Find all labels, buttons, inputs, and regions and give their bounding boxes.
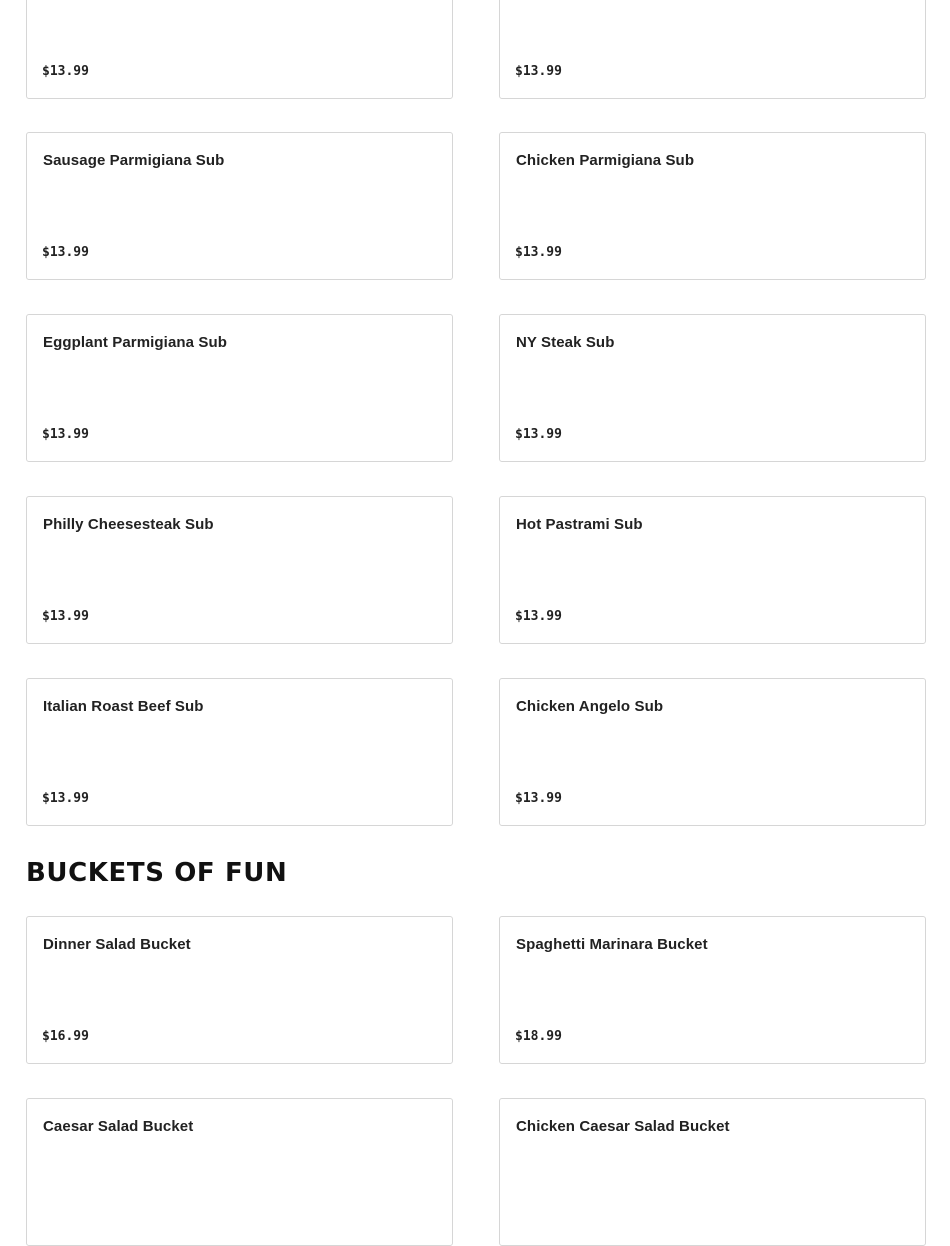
menu-item-card[interactable] [499, 916, 926, 1064]
menu-item-price: $13.99 [42, 791, 89, 806]
menu-item-price: $13.99 [42, 64, 89, 79]
menu-item-name: Chicken Parmigiana Sub [516, 152, 695, 169]
menu-item-card[interactable] [26, 916, 453, 1064]
menu-item-price: $13.99 [42, 427, 89, 442]
menu-item-card[interactable] [499, 496, 926, 644]
menu-item-price: $13.99 [515, 245, 562, 260]
menu-item-price: $13.99 [515, 64, 562, 79]
menu-item-price: $18.99 [515, 1029, 562, 1044]
menu-item-card[interactable] [26, 314, 453, 462]
menu-item-price: $13.99 [42, 609, 89, 624]
menu-item-name: Philly Cheesesteak Sub [43, 516, 214, 533]
menu-item-card[interactable] [26, 132, 453, 280]
menu-item-card[interactable] [499, 0, 926, 99]
menu-item-price: $13.99 [515, 791, 562, 806]
menu-item-price: $16.99 [42, 1029, 89, 1044]
menu-item-price: $13.99 [42, 245, 89, 260]
menu-item-card[interactable] [499, 678, 926, 826]
menu-item-card[interactable] [26, 1098, 453, 1246]
menu-item-name: Dinner Salad Bucket [43, 936, 191, 953]
menu-item-price: $13.99 [515, 609, 562, 624]
menu-item-card[interactable] [26, 0, 453, 99]
menu-item-card[interactable] [499, 1098, 926, 1246]
menu-item-name: Spaghetti Marinara Bucket [516, 936, 708, 953]
menu-item-name: NY Steak Sub [516, 334, 615, 351]
menu-item-name: Caesar Salad Bucket [43, 1118, 194, 1135]
menu-item-name: Italian Roast Beef Sub [43, 698, 204, 715]
menu-item-card[interactable] [26, 678, 453, 826]
menu-item-name: Chicken Caesar Salad Bucket [516, 1118, 730, 1135]
menu-item-card[interactable] [499, 314, 926, 462]
menu-item-card[interactable] [499, 132, 926, 280]
menu-item-price: $13.99 [515, 427, 562, 442]
menu-item-name: Eggplant Parmigiana Sub [43, 334, 227, 351]
menu-item-card[interactable] [26, 496, 453, 644]
menu-item-name: Chicken Angelo Sub [516, 698, 664, 715]
section-heading: BUCKETS OF FUN [26, 858, 288, 888]
menu-item-name: Hot Pastrami Sub [516, 516, 643, 533]
menu-item-name: Sausage Parmigiana Sub [43, 152, 225, 169]
